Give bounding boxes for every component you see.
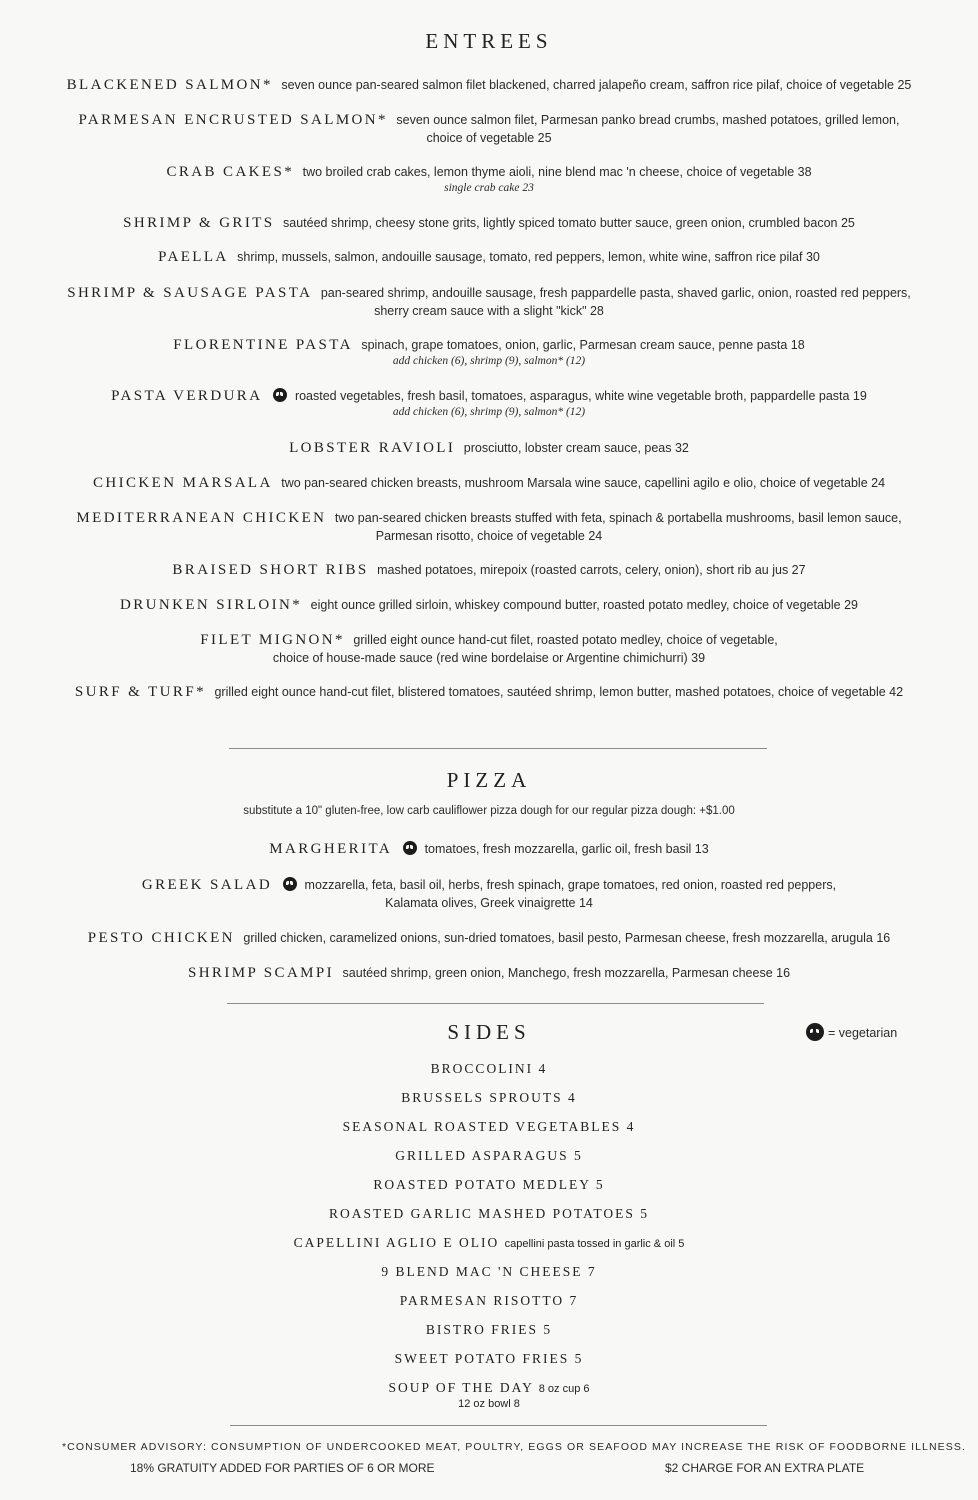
menu-item-paella [40,248,938,266]
side-item: ROASTED POTATO MEDLEY 5 [373,1177,605,1192]
item-desc: spinach, grape tomatoes, onion, garlic, Parmesan cream sauce, penne pasta 18 [361,338,805,352]
item-desc: mozzarella, feta, basil oil, herbs, fresh spinach, grape tomatoes, red onion, roasted red peppers, [304,878,837,892]
side-item: BROCCOLINI 4 [430,1061,548,1076]
side-item: 9 BLEND MAC 'N CHEESE 7 [381,1264,597,1279]
gratuity-note: 18% GRATUITY ADDED FOR PARTIES OF 6 OR MORE [130,1461,435,1475]
side-item: GRILLED ASPARAGUS 5 [395,1148,583,1163]
divider [227,1003,764,1004]
item-name: SHRIMP & SAUSAGE PASTA [67,285,313,301]
legend-label: = vegetarian [828,1026,898,1040]
item-desc: roasted vegetables, fresh basil, tomatoes, asparagus, white wine vegetable broth, pappardelle pasta 19 [294,389,867,403]
item-name: LOBSTER RAVIOLI [289,440,456,456]
item-name: MARGHERITA [269,841,393,857]
menu-item-shrimp-grits [40,214,938,232]
item-desc: prosciutto, lobster cream sauce, peas 32 [463,441,689,455]
divider [230,1425,767,1426]
menu-item-braised-short-ribs [40,561,938,579]
item-desc: pan-seared shrimp, andouille sausage, fresh pappardelle pasta, shaved garlic, onion, roasted red peppers, sherry cream sauce with a slight "kick" 28 [320,286,911,318]
item-sub: add chicken (6), shrimp (9), salmon* (12) [392,406,586,418]
menu-item-drunken-sirloin [40,596,938,614]
side-item: BISTRO FRIES 5 [425,1322,553,1337]
extra-plate-note: $2 CHARGE FOR AN EXTRA PLATE [665,1461,865,1475]
item-desc: grilled eight ounce hand-cut filet, roasted potato medley, choice of vegetable, [353,633,778,647]
side-name: SOUP OF THE DAY [388,1380,534,1395]
sides-title: SIDES [447,1020,531,1044]
vegetarian-icon [283,877,297,891]
item-desc: two pan-seared chicken breasts stuffed with feta, spinach & portabella mushrooms, basil lemon sauce, Parmesan risotto, choice of vegetable 24 [334,511,902,543]
menu-item-blackened-salmon [40,76,938,94]
item-desc: shrimp, mussels, salmon, andouille sausage, tomato, red peppers, lemon, white wine, saffron rice pilaf 30 [237,250,820,264]
item-name: SHRIMP & GRITS [123,215,275,231]
menu-item-florentine-pasta [40,336,938,369]
menu-item-parmesan-salmon [60,111,918,147]
menu-item-surf-turf [40,683,938,701]
pizza-item-pesto-chicken [40,929,938,947]
item-name: BRAISED SHORT RIBS [172,562,369,578]
menu-item-filet-mignon [40,631,938,667]
menu-item-pasta-verdura [40,387,938,420]
item-desc: tomatoes, fresh mozzarella, garlic oil, fresh basil 13 [424,842,709,856]
item-name: PESTO CHICKEN [87,930,235,946]
divider [229,748,767,749]
item-desc: two broiled crab cakes, lemon thyme aioli, nine blend mac 'n cheese, choice of vegetable 38 [302,165,812,179]
item-desc-2: Kalamata olives, Greek vinaigrette 14 [385,896,593,910]
item-name: MEDITERRANEAN CHICKEN [76,510,327,526]
item-name: PASTA VERDURA [111,388,263,404]
side-desc: 8 oz cup 6 [538,1383,590,1395]
item-desc: sautéed shrimp, green onion, Manchego, fresh mozzarella, Parmesan cheese 16 [342,966,791,980]
item-desc: grilled chicken, caramelized onions, sun-dried tomatoes, basil pesto, Parmesan cheese, fresh mozzarella, arugula 16 [243,931,891,945]
item-desc: sautéed shrimp, cheesy stone grits, lightly spiced tomato butter sauce, green onion, crumbled bacon 25 [283,216,855,230]
pizza-item-shrimp-scampi [40,964,938,982]
menu-item-crab-cakes [40,163,938,196]
pizza-item-greek-salad [40,876,938,912]
item-name: SHRIMP SCAMPI [187,965,335,981]
item-desc: mashed potatoes, mirepoix (roasted carrots, celery, onion), short rib au jus 27 [377,563,806,577]
side-item: BRUSSELS SPROUTS 4 [401,1090,577,1105]
item-name: PARMESAN ENCRUSTED SALMON* [78,112,388,128]
item-desc: seven ounce salmon filet, Parmesan panko bread crumbs, mashed potatoes, grilled lemon, choice of vegetable 25 [396,113,900,145]
pizza-title: PIZZA [446,768,532,792]
item-name: FLORENTINE PASTA [173,337,353,353]
item-name: GREEK SALAD [141,877,273,893]
item-name: SURF & TURF* [74,684,206,700]
item-desc: grilled eight ounce hand-cut filet, blistered tomatoes, sautéed shrimp, lemon butter, mashed potatoes, choice of vegetable 42 [214,685,904,699]
item-name: FILET MIGNON* [200,632,345,648]
item-sub: single crab cake 23 [444,182,534,194]
item-desc: eight ounce grilled sirloin, whiskey compound butter, roasted potato medley, choice of vegetable 29 [310,598,858,612]
menu-item-shrimp-sausage-pasta [50,284,928,320]
side-item [0,1379,978,1411]
side-item: ROASTED GARLIC MASHED POTATOES 5 [329,1206,649,1221]
menu-item-lobster-ravioli [40,439,938,457]
side-item [0,1234,978,1253]
menu-item-mediterranean-chicken [60,509,918,545]
vegetarian-icon [806,1023,824,1041]
vegetarian-legend [806,1023,897,1041]
item-name: BLACKENED SALMON* [66,77,273,93]
item-name: CHICKEN MARSALA [92,475,273,491]
side-name: CAPELLINI AGLIO E OLIO [293,1235,500,1250]
side-item: PARMESAN RISOTTO 7 [399,1293,579,1308]
item-desc: seven ounce pan-seared salmon filet blackened, charred jalapeño cream, saffron rice pilaf, choice of vegetable 25 [281,78,912,92]
vegetarian-icon [403,841,417,855]
menu-item-chicken-marsala [40,474,938,492]
vegetarian-icon [273,388,287,402]
side-item: SEASONAL ROASTED VEGETABLES 4 [342,1119,636,1134]
item-name: CRAB CAKES* [166,164,295,180]
item-sub: add chicken (6), shrimp (9), salmon* (12) [392,355,586,367]
side-item: SWEET POTATO FRIES 5 [394,1351,584,1366]
item-name: PAELLA [158,249,229,265]
side-desc: capellini pasta tossed in garlic & oil 5 [504,1238,685,1250]
side-sub: 12 oz bowl 8 [458,1398,520,1410]
pizza-item-margherita [40,840,938,858]
item-desc: two pan-seared chicken breasts, mushroom Marsala wine sauce, capellini agilo e olio, choice of vegetable 24 [281,476,886,490]
consumer-advisory: *CONSUMER ADVISORY: CONSUMPTION OF UNDERCOOKED MEAT, POULTRY, EGGS OR SEAFOOD MAY INCREASE THE RISK OF FOODBORNE ILLNESS. [61,1441,967,1453]
pizza-dough-note: substitute a 10" gluten-free, low carb cauliflower pizza dough for our regular pizza dough: +$1.00 [243,805,735,817]
item-name: DRUNKEN SIRLOIN* [120,597,303,613]
item-desc-2: choice of house-made sauce (red wine bordelaise or Argentine chimichurri) 39 [272,651,706,665]
entrees-title: ENTREES [425,29,553,53]
